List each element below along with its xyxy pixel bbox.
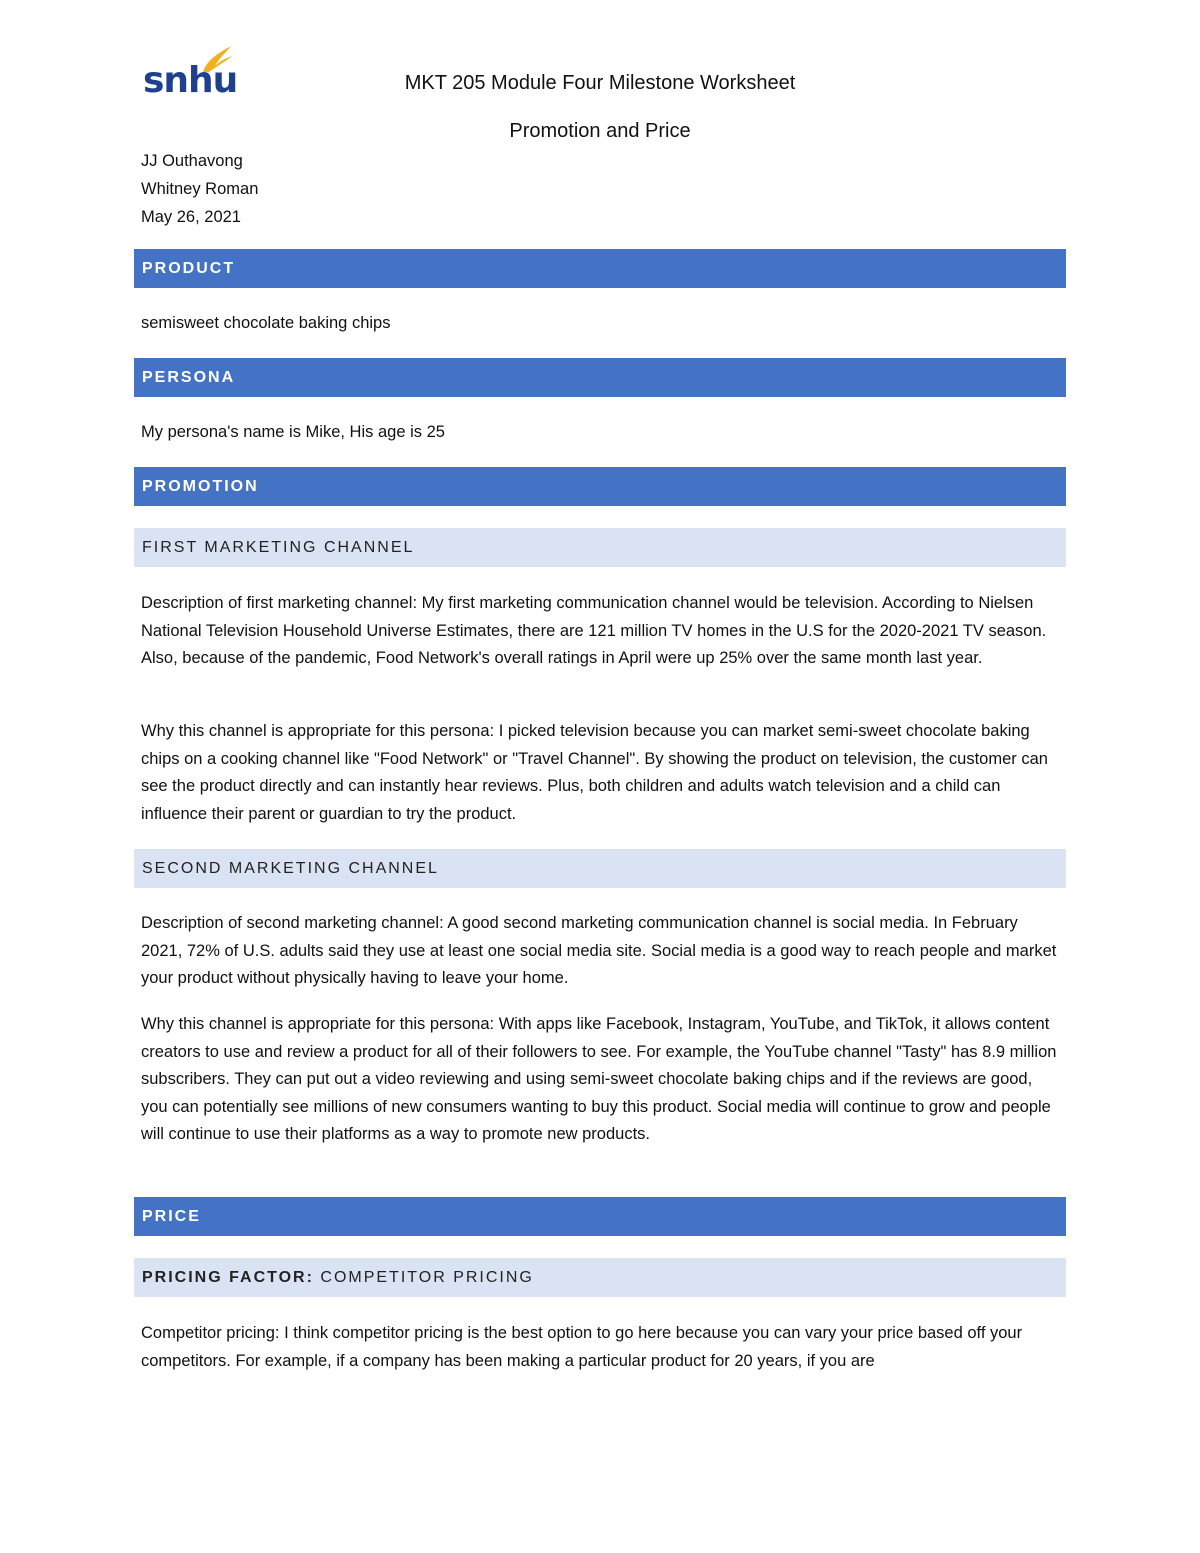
persona-text: My persona's name is Mike, His age is 25 (141, 423, 445, 441)
section-heading-promotion: PROMOTION (134, 467, 1066, 506)
document-title: MKT 205 Module Four Milestone Worksheet (404, 72, 796, 94)
paragraph-label: Description of first marketing channel: (141, 594, 418, 612)
pricing-factor-label: PRICING FACTOR: (142, 1269, 314, 1286)
document-date: May 26, 2021 (141, 208, 241, 226)
paragraph-label: Competitor pricing: (141, 1324, 280, 1342)
section-heading-price: PRICE (134, 1197, 1066, 1236)
paragraph-label: Why this channel is appropriate for this persona: (141, 722, 495, 740)
paragraph-label: Description of second marketing channel: (141, 914, 444, 932)
subheading-second-channel: SECOND MARKETING CHANNEL (134, 849, 1066, 888)
pricing-factor-value: COMPETITOR PRICING (313, 1269, 534, 1286)
pricing-factor-text (141, 1320, 1061, 1375)
paragraph-text: I picked television because you can market semi-sweet chocolate baking chips on a cooking channel like "Food Network" or "Travel Channel". By showing the product on television, the customer can see the product directly and can instantly hear reviews. Plus, both children and adults watch television and a child can influence their parent or guardian to try the product. (141, 722, 1048, 823)
paragraph-label: Why this channel is appropriate for this persona: (141, 1015, 495, 1033)
paragraph-text: My first marketing communication channel would be television. According to Nielsen National Television Household Universe Estimates, there are 121 million TV homes in the U.S for the 2020-2021 TV season. Also, because of the pandemic, Food Network's overall ratings in April were up 25% over the same month last year. (141, 594, 1047, 667)
second-channel-description (141, 910, 1061, 993)
section-heading-persona: PERSONA (134, 358, 1066, 397)
subheading-pricing-factor (134, 1258, 1066, 1297)
logo-text: snhu (143, 60, 238, 101)
author-name: Whitney Roman (141, 180, 259, 198)
subheading-first-channel: FIRST MARKETING CHANNEL (134, 528, 1066, 567)
paragraph-text: I think competitor pricing is the best option to go here because you can vary your price based off your competitors. For example, if a company has been making a particular product for 20 years, if you are (141, 1324, 1023, 1370)
author-name: JJ Outhavong (141, 152, 243, 170)
second-channel-why (141, 1011, 1061, 1149)
first-channel-description (141, 590, 1061, 673)
document-subtitle: Promotion and Price (509, 120, 691, 142)
author-block (141, 147, 258, 231)
paragraph-text: With apps like Facebook, Instagram, YouTube, and TikTok, it allows content creators to use and review a product for all of their followers to see. For example, the YouTube channel "Tasty" has 8.9 million subscribers. They can put out a video reviewing and using semi-sweet chocolate baking chips and if the reviews are good, you can potentially see millions of new consumers wanting to buy this product. Social media will continue to grow and people will continue to use their platforms as a way to promote new products. (141, 1015, 1057, 1143)
section-heading-product: PRODUCT (134, 249, 1066, 288)
product-text: semisweet chocolate baking chips (141, 314, 391, 332)
first-channel-why (141, 718, 1061, 828)
paragraph-text: A good second marketing communication channel is social media. In February 2021, 72% of U.S. adults said they use at least one social media site. Social media is a good way to reach people and market your product without physically having to leave your home. (141, 914, 1057, 987)
